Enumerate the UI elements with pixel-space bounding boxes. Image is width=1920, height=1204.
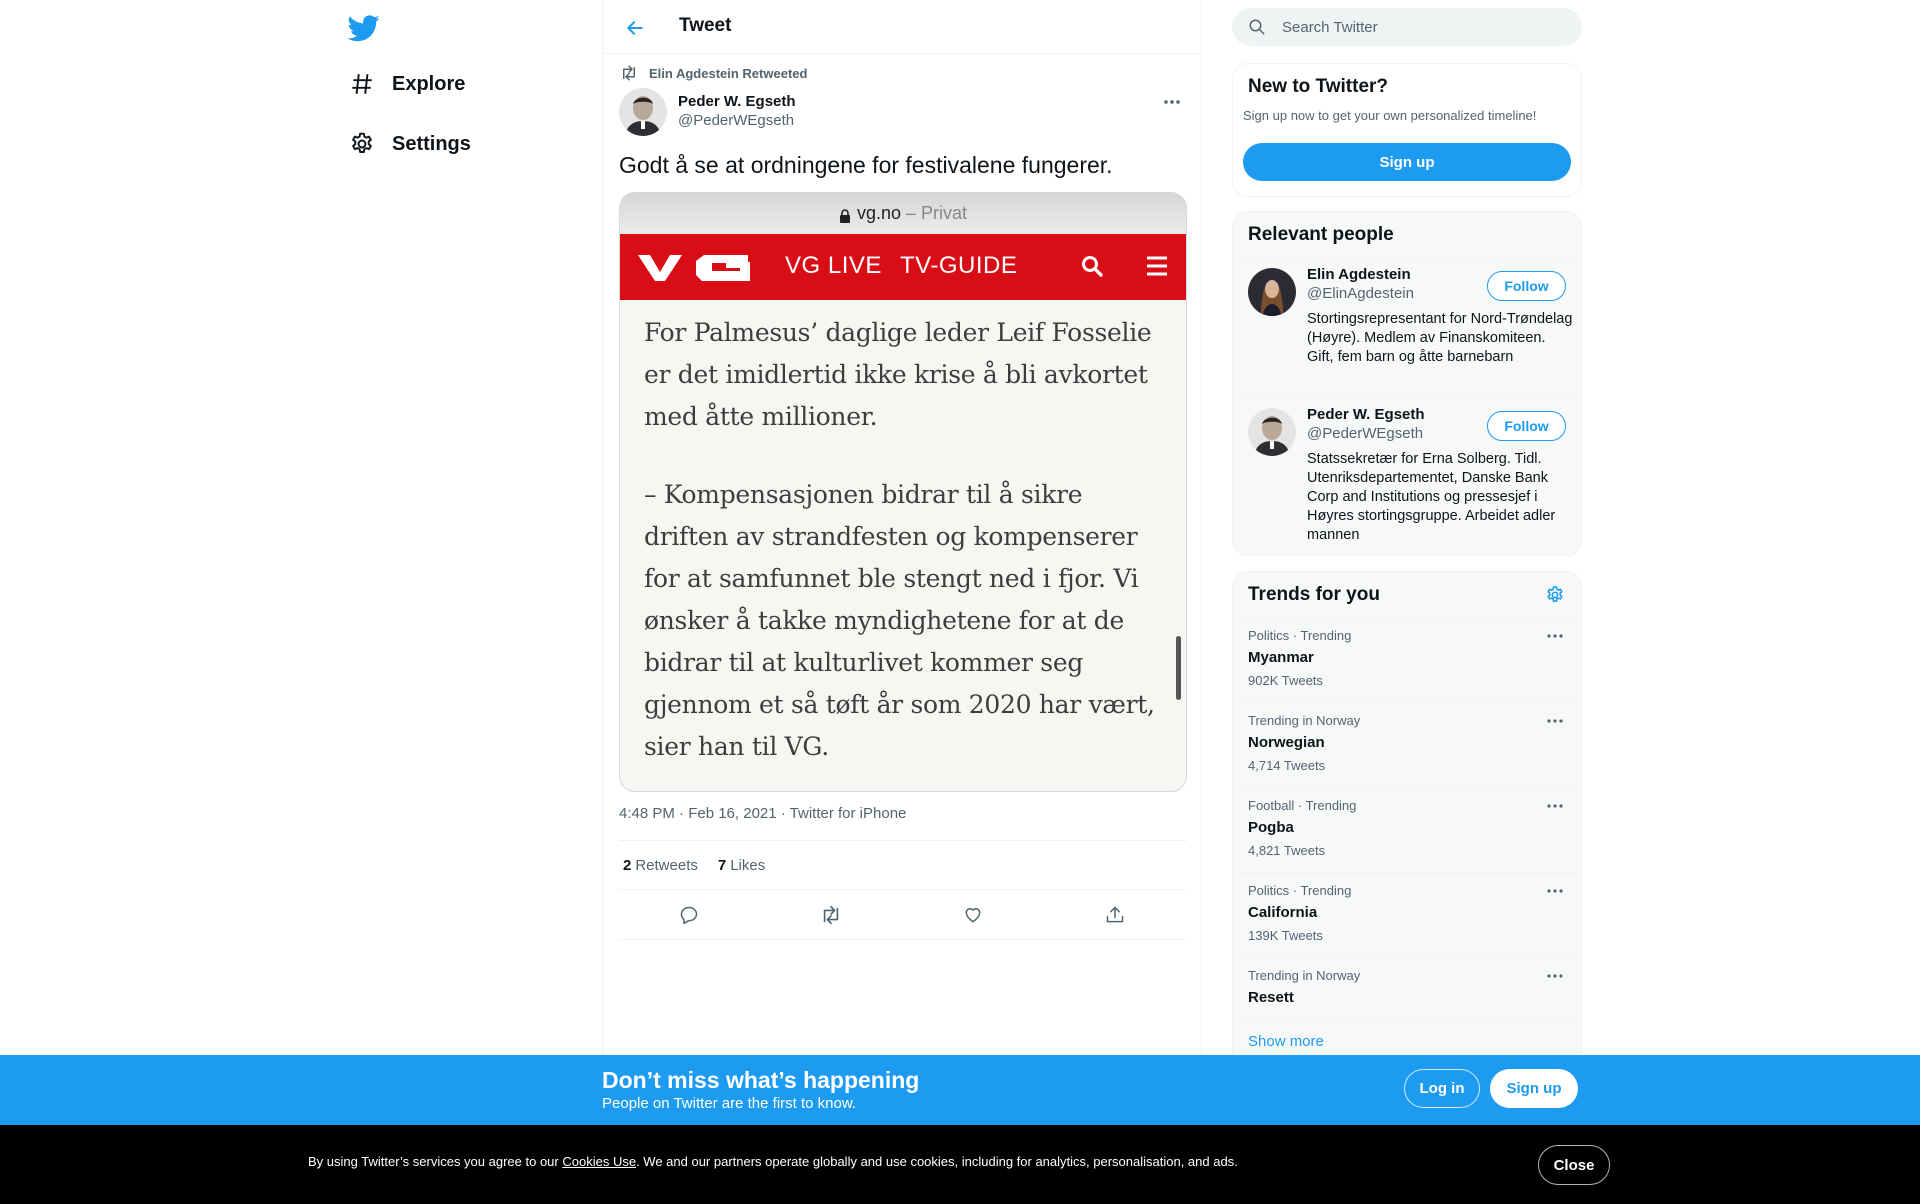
relevant-people-card (1232, 211, 1582, 556)
heart-icon[interactable] (961, 903, 985, 927)
reply-icon[interactable] (677, 903, 701, 927)
twitter-bird-icon[interactable] (348, 12, 380, 44)
more-options-icon[interactable] (1545, 883, 1565, 899)
banner-subheading: People on Twitter are the first to know. (602, 1095, 857, 1112)
tweet-stats (619, 840, 1187, 890)
cookie-text-before: By using Twitter’s services you agree to our (308, 1154, 563, 1169)
person-cell[interactable] (1233, 258, 1581, 398)
follow-button[interactable]: Follow (1487, 271, 1566, 301)
trends-card (1232, 571, 1582, 1071)
person-bio: Statssekretær for Erna Solberg. Tidl. Utenriksdepartementet, Danske Bank Corp and Institutions og pressesjef i Høyres stortingsgruppe. Arbeidet adler mannen (1307, 451, 1556, 543)
more-options-icon[interactable] (1545, 968, 1565, 984)
screenshot-scrollbar (1176, 636, 1181, 700)
likes-count: 7 (717, 856, 727, 874)
trend-name: California (1248, 904, 1318, 921)
trend-context: Politics · Trending (1248, 883, 1352, 898)
share-icon[interactable] (1103, 903, 1127, 927)
url-domain: vg.no (856, 203, 901, 223)
tweet-header (603, 0, 1201, 54)
sign-up-button[interactable]: Sign up (1490, 1069, 1578, 1108)
log-in-button[interactable]: Log in (1404, 1069, 1480, 1108)
tv-guide-link: TV-GUIDE (900, 252, 1018, 279)
author-handle[interactable]: @PederWEgseth (678, 112, 795, 129)
retweeted-by-label[interactable]: Elin Agdestein Retweeted (649, 65, 808, 81)
person-name[interactable]: Peder W. Egseth (1307, 406, 1425, 423)
arrow-left-icon[interactable] (621, 14, 649, 42)
trend-name: Resett (1248, 989, 1294, 1006)
cookies-use-link[interactable]: Cookies Use (562, 1154, 637, 1169)
hashtag-icon (348, 70, 376, 98)
lock-icon (839, 207, 851, 221)
trend-item[interactable] (1233, 618, 1581, 703)
retweets-stat[interactable] (623, 857, 698, 874)
tweet-timestamp[interactable]: 4:48 PM · Feb 16, 2021 · Twitter for iPhone (619, 805, 907, 822)
more-options-icon[interactable] (1545, 628, 1565, 644)
card-title: New to Twitter? (1248, 76, 1389, 97)
person-bio: Stortingsrepresentant for Nord-Trøndelag (Høyre). Medlem av Finanskomiteen. Gift, fem barn og åtte barnebarn (1307, 311, 1573, 365)
tweet-media-image[interactable] (619, 192, 1187, 792)
signup-banner (0, 1055, 1920, 1125)
person-cell[interactable] (1233, 398, 1581, 556)
trend-context: Football · Trending (1248, 798, 1357, 813)
sign-up-button[interactable]: Sign up (1243, 143, 1571, 181)
trend-item[interactable] (1233, 788, 1581, 873)
person-handle[interactable]: @PederWEgseth (1307, 425, 1424, 442)
vg-live-link: VG LIVE (785, 252, 882, 279)
avatar[interactable] (1248, 268, 1296, 316)
trend-context: Trending in Norway (1248, 713, 1361, 728)
show-more-link[interactable]: Show more (1248, 1033, 1324, 1050)
url-suffix: – Privat (906, 203, 968, 223)
search-bar[interactable] (1232, 8, 1582, 46)
cookie-banner (0, 1125, 1920, 1204)
trend-item[interactable] (1233, 873, 1581, 958)
trend-name: Pogba (1248, 819, 1294, 836)
tweet-text: Godt å se at ordningene for festivalene fungerer. (619, 152, 1113, 178)
article-paragraph: – Kompensasjonen bidrar til å sikre driften av strandfesten og kompenserer for at samfunnet ble stengt ned i fjor. Vi ønsker å takke myndighetene for at de bidrar til at kulturlivet kommer seg gjennom et så tøft år som 2020 har vært, sier han til VG. (644, 480, 1155, 761)
trend-count: 4,821 Tweets (1248, 843, 1326, 858)
article-excerpt (620, 300, 1186, 768)
retweet-icon (619, 64, 639, 82)
card-title: Relevant people (1248, 224, 1394, 245)
cookie-text-after: . We and our partners operate globally and use cookies, including for analytics, personalisation, and ads. (636, 1154, 1238, 1169)
search-icon (1248, 18, 1266, 36)
author-name[interactable]: Peder W. Egseth (678, 93, 796, 110)
person-name[interactable]: Elin Agdestein (1307, 266, 1411, 283)
trend-item[interactable] (1233, 958, 1581, 1019)
more-options-icon[interactable] (1545, 798, 1565, 814)
page-title: Tweet (679, 15, 732, 36)
avatar[interactable] (1248, 408, 1296, 456)
retweets-label: Retweets (635, 856, 698, 874)
tweet-column (602, 0, 1202, 1204)
person-handle[interactable]: @ElinAgdestein (1307, 285, 1414, 302)
trend-name: Myanmar (1248, 649, 1314, 666)
trend-context: Politics · Trending (1248, 628, 1352, 643)
screenshot-url-bar (620, 193, 1186, 234)
search-icon (1080, 254, 1104, 278)
trend-count: 4,714 Tweets (1248, 758, 1326, 773)
likes-stat[interactable] (718, 857, 765, 874)
article-paragraph: For Palmesus’ daglige leder Leif Fosselie er det imidlertid ikke krise å bli avkortet med åtte millioner. (644, 318, 1152, 431)
nav-item-label: Explore (392, 72, 466, 95)
menu-icon (1145, 254, 1169, 278)
nav-item-explore[interactable] (348, 64, 465, 104)
more-options-icon[interactable] (1157, 90, 1187, 114)
tweet-author (619, 88, 796, 136)
gear-icon (348, 130, 376, 158)
close-button[interactable]: Close (1538, 1145, 1610, 1185)
more-options-icon[interactable] (1545, 713, 1565, 729)
gear-icon[interactable] (1545, 585, 1565, 605)
nav-item-label: Settings (392, 132, 471, 155)
trend-item[interactable] (1233, 703, 1581, 788)
avatar[interactable] (619, 88, 667, 136)
card-title: Trends for you (1248, 584, 1380, 605)
trend-count: 902K Tweets (1248, 673, 1323, 688)
trend-name: Norwegian (1248, 734, 1325, 751)
nav-item-settings[interactable] (348, 124, 471, 164)
retweets-count: 2 (623, 856, 632, 874)
banner-heading: Don’t miss what’s happening (602, 1067, 920, 1093)
vg-navbar (620, 234, 1186, 300)
card-subtitle: Sign up now to get your own personalized timeline! (1243, 108, 1537, 123)
likes-label: Likes (730, 856, 766, 874)
retweet-context (619, 64, 807, 82)
trend-context: Trending in Norway (1248, 968, 1361, 983)
follow-button[interactable]: Follow (1487, 411, 1566, 441)
cookie-text (308, 1154, 1238, 1169)
vg-logo (638, 252, 760, 282)
tweet-actions (619, 890, 1187, 940)
trend-count: 139K Tweets (1248, 928, 1323, 943)
search-input[interactable] (1282, 19, 1542, 36)
retweet-icon[interactable] (819, 903, 843, 927)
new-to-twitter-card (1232, 63, 1582, 197)
